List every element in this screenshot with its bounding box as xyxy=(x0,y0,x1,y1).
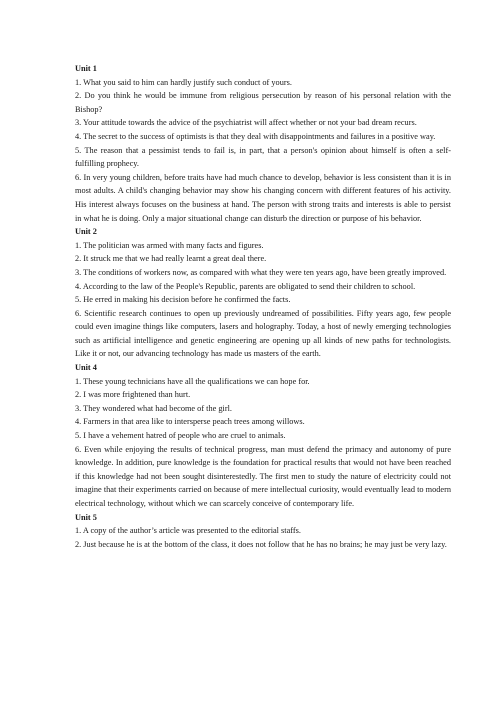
sentence-item: 4. Farmers in that area like to intersperse peach trees among willows. xyxy=(75,417,305,427)
sentence-item: 3. Your attitude towards the advice of the psychiatrist will affect whether or not your bad dream recurs. xyxy=(75,118,417,128)
unit-heading: Unit 4 xyxy=(75,363,97,373)
sentence-item: 2. Do you think he would be immune from religious persecution by reason of his personal relation with the Bishop? xyxy=(75,91,451,114)
sentence-item: 2. Just because he is at the bottom of the class, it does not follow that he has no brains; he may just be very lazy. xyxy=(75,539,447,549)
paragraph-item: 6. Even while enjoying the results of technical progress, man must defend the primacy and autonomy of pure knowledge. In addition, pure knowledge is the foundation for practical results that would not have been reached if this knowledge had not been sought disinterestedly. The first men to study the nature of electricity could not imagine that their experiments carried on because of mere intellectual curiosity, would eventually lead to modern electrical technology, without which we can scarcely conceive of contemporary life. xyxy=(75,444,451,508)
unit-heading: Unit 5 xyxy=(75,512,97,522)
paragraph-item: 6. Scientific research continues to open up previously undreamed of possibilities. Fifty years ago, few people could even imagine things like computers, lasers and holography. Today, a host of newly emerging technologies such as artificial intelligence and genetic engineering are opening up all kinds of new paths for technologists. Like it or not, our advancing technology has made us masters of the earth. xyxy=(75,308,451,359)
sentence-item: 1. A copy of the author’s article was presented to the editorial staffs. xyxy=(75,526,301,536)
unit-section xyxy=(75,511,451,552)
sentence-item: 1. What you said to him can hardly justify such conduct of yours. xyxy=(75,77,292,87)
sentence-item: 2. It struck me that we had really learnt a great deal there. xyxy=(75,254,267,264)
sentence-item: 2. I was more frightened than hurt. xyxy=(75,390,191,400)
unit-heading: Unit 1 xyxy=(75,64,97,73)
sentence-item: 5. I have a vehement hatred of people who are cruel to animals. xyxy=(75,431,286,441)
paragraph-item: 6. In very young children, before traits have had much chance to develop, behavior is less consistent than it is in most adults. A child's changing behavior may show his changing concern with different features of his activity. His interest always focuses on the business at hand. The person with strong traits and interests is able to persist in what he is doing. Only a major situational change can disturb the direction or purpose of his behavior. xyxy=(75,172,451,223)
unit-heading: Unit 2 xyxy=(75,227,97,237)
sentence-item: 1. These young technicians have all the qualifications we can hope for. xyxy=(75,376,310,386)
sentence-item: 1. The politician was armed with many facts and figures. xyxy=(75,240,264,250)
unit-section xyxy=(75,225,451,361)
sentence-item: 4. According to the law of the People's Republic, parents are obligated to send their children to school. xyxy=(75,281,416,291)
sentence-item: 3. They wondered what had become of the girl. xyxy=(75,403,232,413)
sentence-item: 5. He erred in making his decision before he confirmed the facts. xyxy=(75,295,291,305)
sentence-item: 4. The secret to the success of optimists is that they deal with disappointments and failures in a positive way. xyxy=(75,131,436,141)
unit-section xyxy=(75,361,451,511)
unit-section xyxy=(75,62,451,225)
sentence-item: 5. The reason that a pessimist tends to fail is, in part, that a person's opinion about himself is often a self-fulfilling prophecy. xyxy=(75,145,451,169)
sentence-item: 3. The conditions of workers now, as compared with what they were ten years ago, have been greatly improved. xyxy=(75,267,447,277)
